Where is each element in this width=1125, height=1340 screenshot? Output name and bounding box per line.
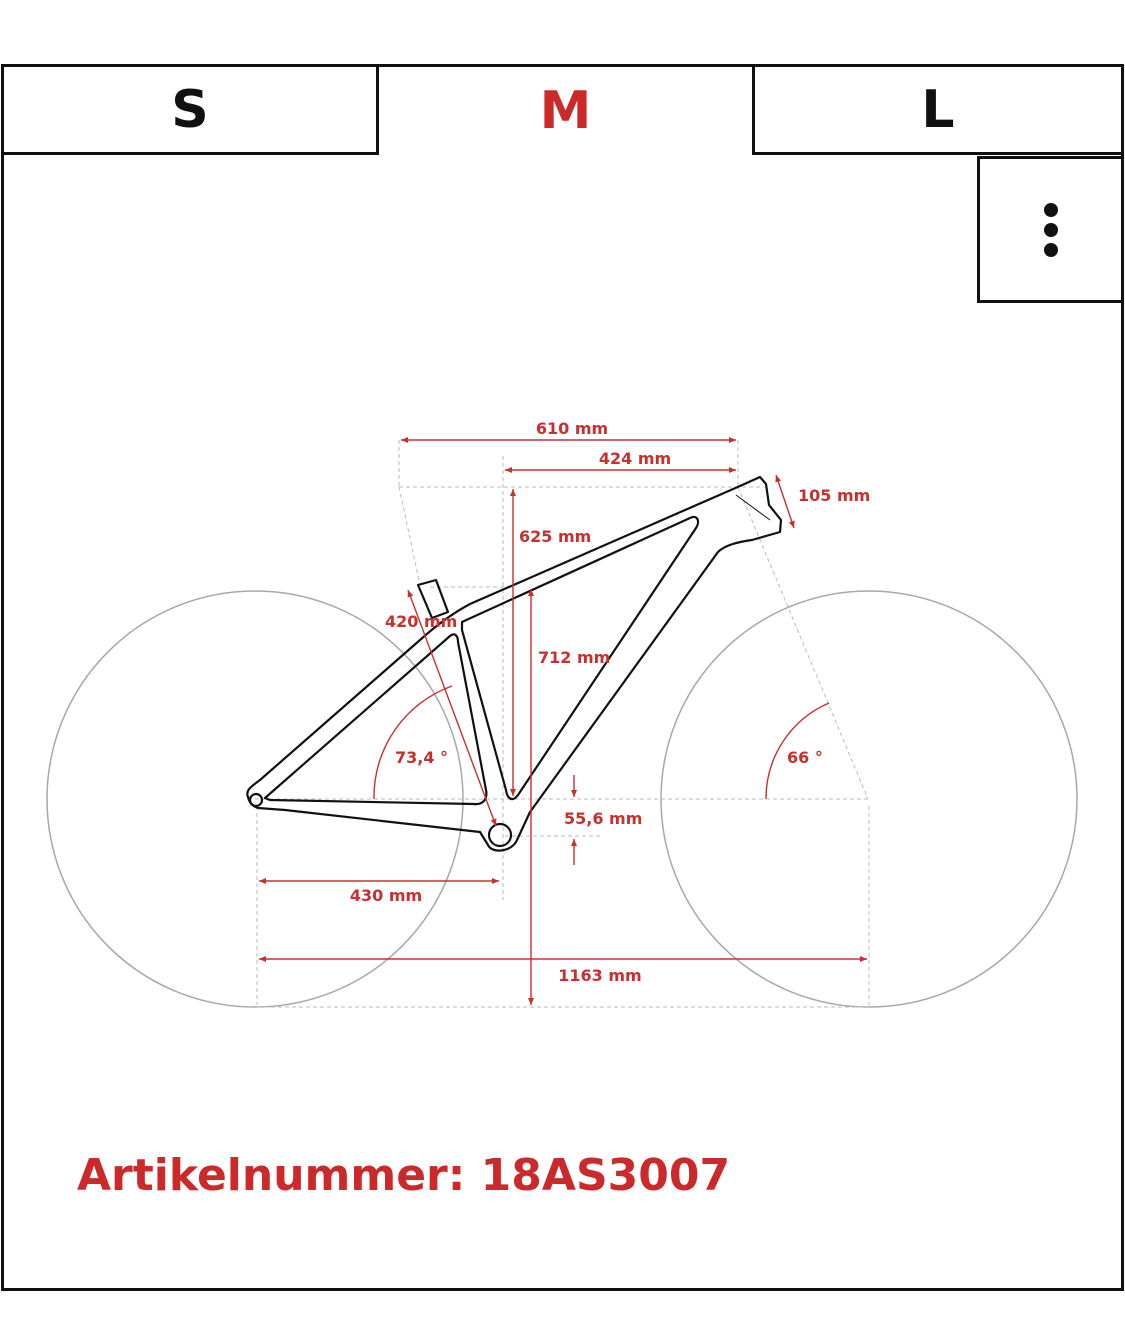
label-seat-tube: 420 mm [385, 612, 458, 631]
tab-size-s[interactable]: S [4, 67, 379, 155]
article-number: Artikelnummer: 18AS3007 [77, 1150, 731, 1201]
label-head-angle: 66 ° [787, 748, 823, 767]
label-bb-drop: 55,6 mm [564, 809, 643, 828]
label-wheelbase: 1163 mm [558, 966, 642, 985]
tab-size-m[interactable]: M [539, 81, 592, 141]
bike-frame [247, 477, 781, 851]
label-seat-angle: 73,4 ° [395, 748, 449, 767]
label-standover: 712 mm [538, 648, 611, 667]
label-reach: 424 mm [598, 449, 672, 468]
label-top-tube: 610 mm [535, 419, 609, 438]
front-wheel [661, 591, 1077, 1007]
label-head-tube: 105 mm [798, 486, 871, 505]
tab-size-l[interactable]: L [752, 67, 1121, 155]
label-chainstay: 430 mm [349, 886, 423, 905]
label-stack: 625 mm [519, 527, 592, 546]
guide-lines [255, 440, 870, 1007]
